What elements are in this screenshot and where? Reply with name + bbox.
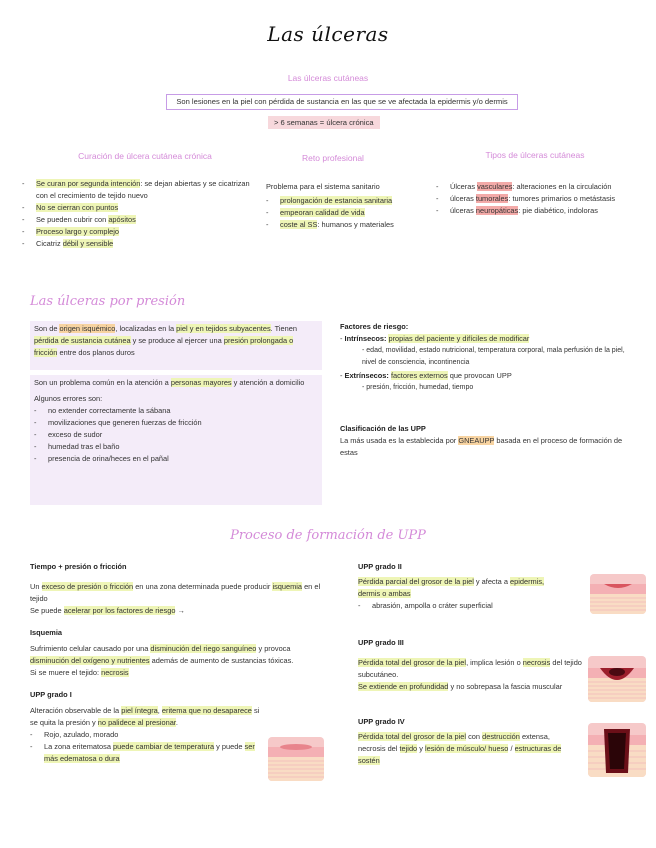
list-item: - humedad tras el baño [34, 441, 318, 453]
grade4: UPP grado IV Pérdida total del grosor de la piel con destrucción extensa, necrosis del tejido y lesión de músculo/ hueso / estructuras de sostén [358, 717, 562, 765]
list-item: - La zona eritematosa puede cambiar de temperatura y puede ser más edematosa o dura [30, 741, 260, 765]
col3-heading: Tipos de úlceras cutáneas [485, 150, 585, 160]
list-item: - empeoran calidad de vida [266, 207, 426, 219]
list-item: - Se curan por segunda intención: se dejan abiertas y se cicatrizan con el crecimiento de tejido nuevo [22, 178, 260, 202]
skin-grade3-illustration [588, 656, 646, 702]
list-item: - movilizaciones que generen fuerzas de fricción [34, 417, 318, 429]
list-item: - no extender correctamente la sábana [34, 405, 318, 417]
list-item: - Cicatriz débil y sensible [22, 238, 260, 250]
col1-heading: Curación de úlcera cutánea crónica [78, 151, 212, 161]
list-item: - úlceras tumorales: tumores primarios o metástasis [436, 193, 646, 205]
list-item: - úlceras neuropáticas: pie diabético, indoloras [436, 205, 646, 217]
list-item: - prolongación de estancia sanitaria [266, 195, 426, 207]
skin-grade1-illustration [268, 737, 324, 781]
definition-box: Son lesiones en la piel con pérdida de sustancia en las que se ve afectada la epidermis y/o dermis [166, 94, 518, 110]
col2-heading: Reto profesional [302, 153, 364, 163]
classification: Clasificación de las UPP La más usada es la establecida por GNEAUPP basada en el proceso de formación de estas [340, 424, 623, 457]
skin-grade4-illustration [588, 723, 646, 777]
errors-list [34, 405, 318, 465]
list-item: - Proceso largo y complejo [22, 226, 260, 238]
chronic-box: > 6 semanas = úlcera crónica [268, 116, 380, 129]
list-item: - No se cierran con puntos [22, 202, 260, 214]
page-title: Las úlceras [267, 22, 389, 46]
list-item: - presencia de orina/heces en el pañal [34, 453, 318, 465]
list-item: - abrasión, ampolla o cráter superficial [358, 600, 588, 612]
proceso-heading: Proceso de formación de UPP [230, 528, 426, 543]
presion-problem: Son un problema común en la atención a personas mayores y atención a domicilio Algunos errores son: - no extender correctamente la sábana - movilizaciones que generen fuerzas de fricción - exceso de sudor - humedad tras el baño - presencia de orina/heces en el pañal [30, 375, 322, 505]
list-item: - Úlceras vasculares: alteraciones en la circulación [436, 181, 646, 193]
intro-heading: Las úlceras cutáneas [287, 73, 369, 83]
grade2: UPP grado II Pérdida parcial del grosor de la piel y afecta a epidermis, dermis o ambas - abrasión, ampolla o cráter superficial [358, 561, 588, 612]
presion-definition: Son de origen isquémico, localizadas en la piel y en tejidos subyacentes. Tienen pérdida de sustancia cutánea y se produce al ejercer una presión prolongada o fricción entre dos planos duros [30, 321, 322, 370]
col2-lead: Problema para el sistema sanitario [266, 182, 380, 191]
list-item: - coste al SS: humanos y materiales [266, 219, 426, 231]
list-item: - Se pueden cubrir con apósitos [22, 214, 260, 226]
col2-list [266, 195, 426, 231]
col3-list [436, 181, 646, 217]
presion-heading: Las úlceras por presión [30, 294, 186, 309]
col1-list [22, 178, 260, 250]
list-item: - exceso de sudor [34, 429, 318, 441]
grade3: UPP grado III Pérdida total del grosor de la piel, implica lesión o necrosis del tejido subcutáneo. Se extiende en profundidad y no sobrepasa la fascia muscular [358, 638, 582, 691]
risk-factors: Factores de riesgo: - Intrínsecos: propias del paciente y difíciles de modificar - edad, movilidad, estado nutricional, temperatura corporal, mala perfusión de la piel, nivel de consciencia, incontinencia - Extrínsecos: factores externos que provocan UPP - presión, fricción, humedad, tiempo [340, 322, 625, 391]
skin-grade2-illustration [590, 574, 646, 614]
list-item: - Rojo, azulado, morado [30, 729, 260, 741]
proceso-left: Tiempo + presión o fricción Un exceso de presión o fricción en una zona determinada puede producir isquemia en el tejido Se puede acelerar por los factores de riesgo → Isquemia Sufrimiento celular causado por una disminución del riego sanguíneo y provoca disminución del oxígeno y nutrientes además de aumento de sustancias tóxicas. Si se muere el tejido: necrosis UPP grado I Alteración observable de la piel íntegra, eritema que no desaparece si se quita la presión y no palidece al presionar. - Rojo, azulado, morado - La zona eritematosa puede cambiar de temperatura y puede ser más edematosa o dura [30, 561, 322, 765]
